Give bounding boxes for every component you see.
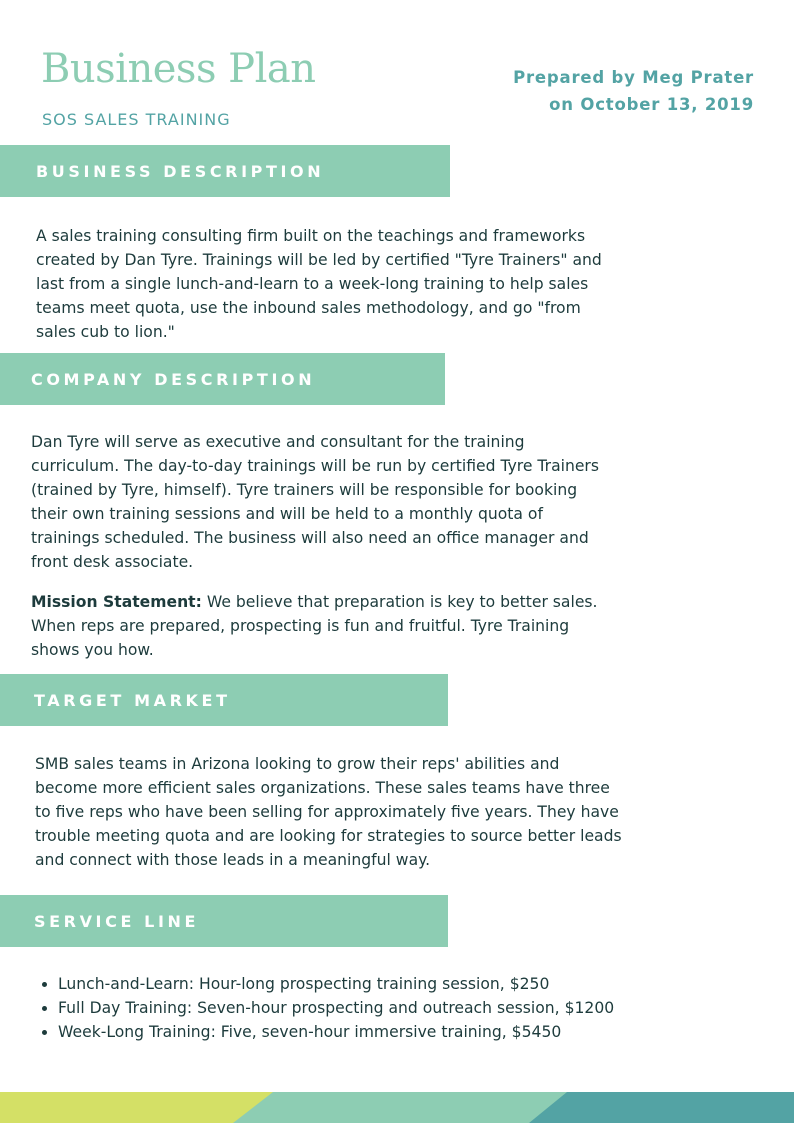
footer-lime-band <box>0 1092 273 1123</box>
section-heading: TARGET MARKET <box>34 691 231 710</box>
mission-statement <box>31 590 616 662</box>
service-list <box>36 972 618 1044</box>
company-description-text: Dan Tyre will serve as executive and consultant for the training curriculum. The day-to-day trainings will be run by certified Tyre Trainers (trained by Tyre, himself). Tyre trainers will be responsible for booking their own training sessions and will be held to a monthly quota of trainings scheduled. The business will also need an office manager and front desk associate. <box>31 433 599 571</box>
prepared-by-date: on October 13, 2019 <box>549 95 754 114</box>
footer-decoration <box>0 1092 794 1123</box>
section-header-company-description <box>0 353 445 405</box>
service-item: • Week-Long Training: Five, seven-hour immersive training, $5450 <box>58 1020 618 1044</box>
section-heading: SERVICE LINE <box>34 912 200 931</box>
section-heading: COMPANY DESCRIPTION <box>31 370 316 389</box>
document-title: Business Plan <box>41 46 316 92</box>
business-description-text: A sales training consulting firm built on the teachings and frameworks created by Dan Tyre. Trainings will be led by certified "Tyre Trainers" and last from a single lunch-and-learn to a week-long training to help sales teams meet quota, use the inbound sales methodology, and go "from sales cub to lion." <box>36 227 602 341</box>
section-header-target-market <box>0 674 448 726</box>
section-header-service-line <box>0 895 448 947</box>
prepared-by <box>513 64 754 118</box>
document-subtitle: SOS SALES TRAINING <box>42 110 231 129</box>
service-item: • Full Day Training: Seven-hour prospecting and outreach session, $1200 <box>58 996 618 1020</box>
mission-statement-label: Mission Statement: <box>31 593 202 611</box>
prepared-by-author: Prepared by Meg Prater <box>513 68 754 87</box>
section-heading: BUSINESS DESCRIPTION <box>36 162 325 181</box>
target-market-text: SMB sales teams in Arizona looking to grow their reps' abilities and become more efficient sales organizations. These sales teams have three to five reps who have been selling for approximately five years. They have trouble meeting quota and are looking for strategies to source better leads and connect with those leads in a meaningful way. <box>35 755 622 869</box>
mission-statement-text: We believe that preparation is key to better sales. When reps are prepared, prospecting is fun and fruitful. Tyre Training shows you how. <box>31 593 598 659</box>
service-item: • Lunch-and-Learn: Hour-long prospecting training session, $250 <box>58 972 618 996</box>
section-header-business-description <box>0 145 450 197</box>
